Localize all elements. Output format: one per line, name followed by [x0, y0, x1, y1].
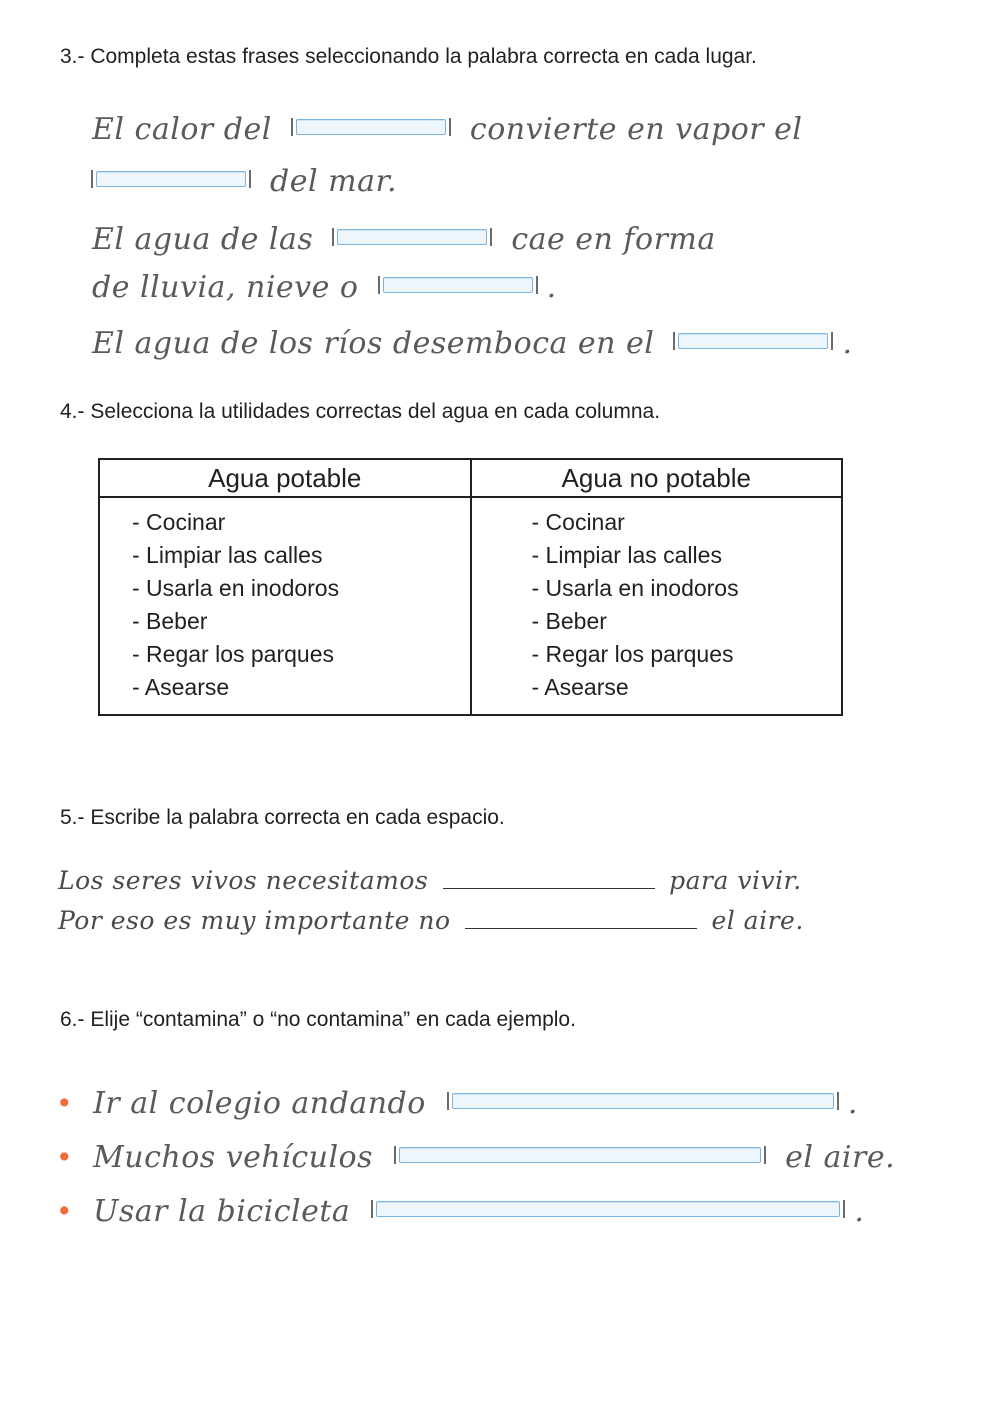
option-no-potable-beber[interactable]: - Beber — [531, 608, 607, 634]
example-3 — [56, 1194, 864, 1229]
bullet-icon: • — [56, 1087, 74, 1120]
column-header-potable: Agua potable — [99, 459, 471, 497]
answer-input-2[interactable] — [465, 910, 697, 929]
blank-example-2[interactable] — [399, 1147, 761, 1163]
fill-line-2-text-b: el aire. — [711, 906, 804, 935]
blank-nubes[interactable] — [337, 229, 487, 245]
fill-line-1-text-a: Los seres vivos necesitamos — [58, 866, 429, 895]
blank-example-1[interactable] — [452, 1093, 834, 1109]
option-potable-regar[interactable]: - Regar los parques — [132, 641, 334, 667]
section-6-heading: 6.- Elije “contamina” o “no contamina” en cada ejemplo. — [60, 1008, 576, 1031]
option-no-potable-inodoros[interactable]: - Usarla en inodoros — [531, 575, 739, 601]
fill-line-2 — [58, 906, 804, 935]
section-5-heading: 5.- Escribe la palabra correcta en cada espacio. — [60, 806, 505, 829]
fill-line-1-text-b: para vivir. — [669, 866, 802, 895]
sentence-1-line-2 — [92, 164, 397, 199]
option-potable-asearse[interactable]: - Asearse — [132, 674, 230, 700]
sentence-1-text-a: El calor del — [92, 112, 272, 147]
option-potable-limpiar[interactable]: - Limpiar las calles — [132, 542, 323, 568]
example-2-text: Muchos vehículos — [93, 1140, 374, 1175]
no-potable-options — [471, 497, 843, 715]
sentence-1-text-b: convierte en vapor el — [469, 112, 803, 147]
section-4-heading: 4.- Selecciona la utilidades correctas del agua en cada columna. — [60, 400, 661, 423]
column-header-no-potable: Agua no potable — [471, 459, 843, 497]
example-1 — [56, 1086, 858, 1121]
sentence-2-line-2 — [92, 270, 557, 305]
option-potable-cocinar[interactable]: - Cocinar — [132, 509, 226, 535]
blank-sol[interactable] — [296, 119, 446, 135]
option-no-potable-regar[interactable]: - Regar los parques — [531, 641, 734, 667]
sentence-3-line-1 — [92, 326, 853, 361]
option-potable-inodoros[interactable]: - Usarla en inodoros — [132, 575, 340, 601]
option-no-potable-asearse[interactable]: - Asearse — [531, 674, 629, 700]
fill-line-1 — [58, 866, 802, 895]
sentence-3-text-b: . — [842, 326, 853, 361]
sentence-2-text-c: de lluvia, nieve o — [92, 270, 359, 305]
example-3-text: Usar la bicicleta — [93, 1194, 351, 1229]
sentence-2-text-a: El agua de las — [92, 222, 314, 257]
sentence-1-line-1 — [92, 112, 803, 147]
sentence-2-text-b: cae en forma — [511, 222, 716, 257]
sentence-2-text-d: . — [546, 270, 557, 305]
option-no-potable-cocinar[interactable]: - Cocinar — [531, 509, 625, 535]
sentence-2-line-1 — [92, 222, 716, 257]
fill-line-2-text-a: Por eso es muy importante no — [58, 906, 451, 935]
bullet-icon: • — [56, 1195, 74, 1228]
potable-options — [99, 497, 471, 715]
example-2-end: el aire. — [785, 1140, 896, 1175]
blank-mar[interactable] — [678, 333, 828, 349]
example-2 — [56, 1140, 895, 1175]
example-3-end: . — [854, 1194, 865, 1229]
option-potable-beber[interactable]: - Beber — [132, 608, 208, 634]
section-3-heading: 3.- Completa estas frases seleccionando la palabra correcta en cada lugar. — [60, 45, 757, 68]
blank-agua[interactable] — [96, 171, 246, 187]
bullet-icon: • — [56, 1141, 74, 1174]
utilities-table — [98, 458, 843, 716]
option-no-potable-limpiar[interactable]: - Limpiar las calles — [531, 542, 722, 568]
blank-granizo[interactable] — [383, 277, 533, 293]
example-1-text: Ir al colegio andando — [93, 1086, 426, 1121]
sentence-1-text-c: del mar. — [270, 164, 398, 199]
example-1-end: . — [847, 1086, 858, 1121]
blank-example-3[interactable] — [376, 1201, 840, 1217]
answer-input-1[interactable] — [443, 870, 655, 889]
sentence-3-text-a: El agua de los ríos desemboca en el — [92, 326, 655, 361]
